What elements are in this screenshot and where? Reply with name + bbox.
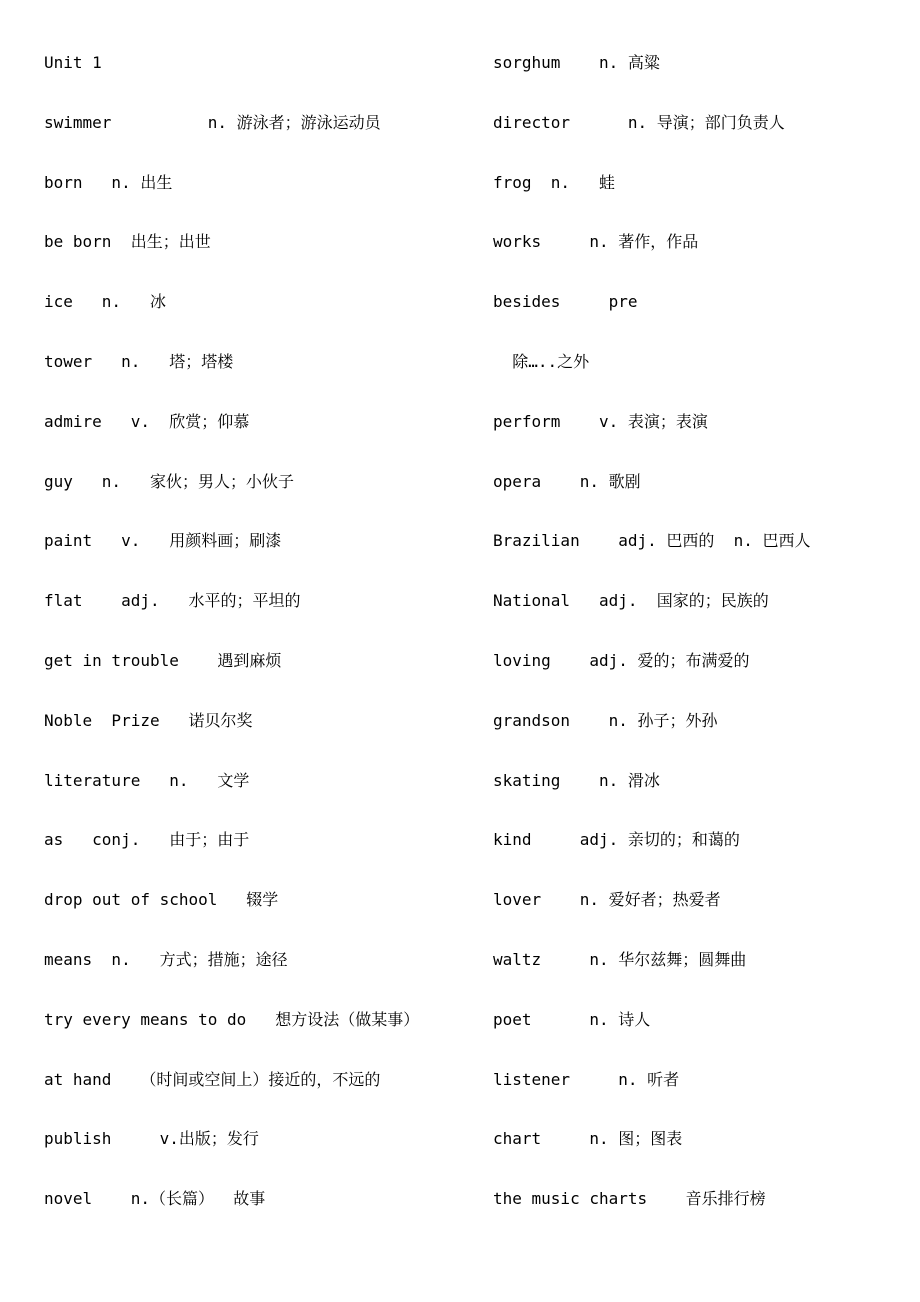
unit-heading: Unit 1	[44, 53, 102, 72]
vocab-entry-admire: admire v. 欣赏；仰慕	[44, 411, 250, 431]
vocab-entry-novel: novel n.（长篇） 故事	[44, 1189, 266, 1209]
vocab-entry-guy: guy n. 家伙；男人；小伙子	[44, 471, 294, 491]
vocab-entry-national: National adj. 国家的；民族的	[493, 591, 769, 611]
vocab-entry-perform: perform v. 表演；表演	[493, 411, 708, 431]
vocab-entry-paint: paint v. 用颜料画；刷漆	[44, 531, 282, 551]
vocab-entry-director: director n. 导演；部门负责人	[493, 112, 785, 132]
vocab-entry-waltz: waltz n. 华尔兹舞；圆舞曲	[493, 949, 747, 969]
vocab-entry-literature: literature n. 文学	[44, 770, 250, 790]
vocab-entry-besides: besides pre	[493, 292, 638, 312]
vocab-entry-publish: publish v.出版；发行	[44, 1129, 259, 1149]
vocab-entry-brazilian: Brazilian adj. 巴西的 n. 巴西人	[493, 531, 811, 551]
vocab-entry-be-born: be born 出生；出世	[44, 232, 211, 252]
vocab-entry-ice: ice n. 冰	[44, 292, 166, 312]
vocab-entry-born: born n. 出生	[44, 172, 173, 192]
vocab-entry-kind: kind adj. 亲切的；和蔼的	[493, 830, 740, 850]
vocab-entry-listener: listener n. 听者	[493, 1069, 680, 1089]
vocab-entry-tower: tower n. 塔；塔楼	[44, 351, 234, 371]
vocab-entry-at-hand: at hand （时间或空间上）接近的，不远的	[44, 1069, 381, 1089]
vocab-entry-noble-prize: Noble Prize 诺贝尔奖	[44, 710, 253, 730]
vocab-entry-lover: lover n. 爱好者；热爱者	[493, 890, 721, 910]
vocab-entry-flat: flat adj. 水平的；平坦的	[44, 591, 301, 611]
vocab-entry-frog: frog n. 蛙	[493, 172, 615, 192]
vocab-entry-loving: loving adj. 爱的；布满爱的	[493, 650, 750, 670]
right-column	[493, 51, 920, 1247]
vocab-entry-opera: opera n. 歌剧	[493, 471, 641, 491]
vocab-entry-drop-out-of-school: drop out of school 辍学	[44, 890, 279, 910]
left-column	[44, 51, 484, 1247]
vocab-entry-skating: skating n. 滑冰	[493, 770, 660, 790]
vocab-entry-get-in-trouble: get in trouble 遇到麻烦	[44, 650, 282, 670]
vocab-entry-poet: poet n. 诗人	[493, 1009, 651, 1029]
vocab-entry-sorghum: sorghum n. 高粱	[493, 53, 660, 72]
vocab-entry-grandson: grandson n. 孙子；外孙	[493, 710, 718, 730]
vocab-entry-as: as conj. 由于；由于	[44, 830, 250, 850]
vocab-entry-chart: chart n. 图；图表	[493, 1129, 683, 1149]
vocab-entry-means: means n. 方式；措施；途径	[44, 949, 288, 969]
vocab-entry-besides-meaning: 除…..之外	[493, 351, 590, 371]
vocab-entry-music-charts: the music charts 音乐排行榜	[493, 1189, 766, 1209]
vocab-entry-swimmer: swimmer n. 游泳者；游泳运动员	[44, 112, 381, 132]
vocab-entry-works: works n. 著作，作品	[493, 232, 699, 252]
vocab-entry-try-every-means: try every means to do 想方设法（做某事）	[44, 1009, 420, 1029]
